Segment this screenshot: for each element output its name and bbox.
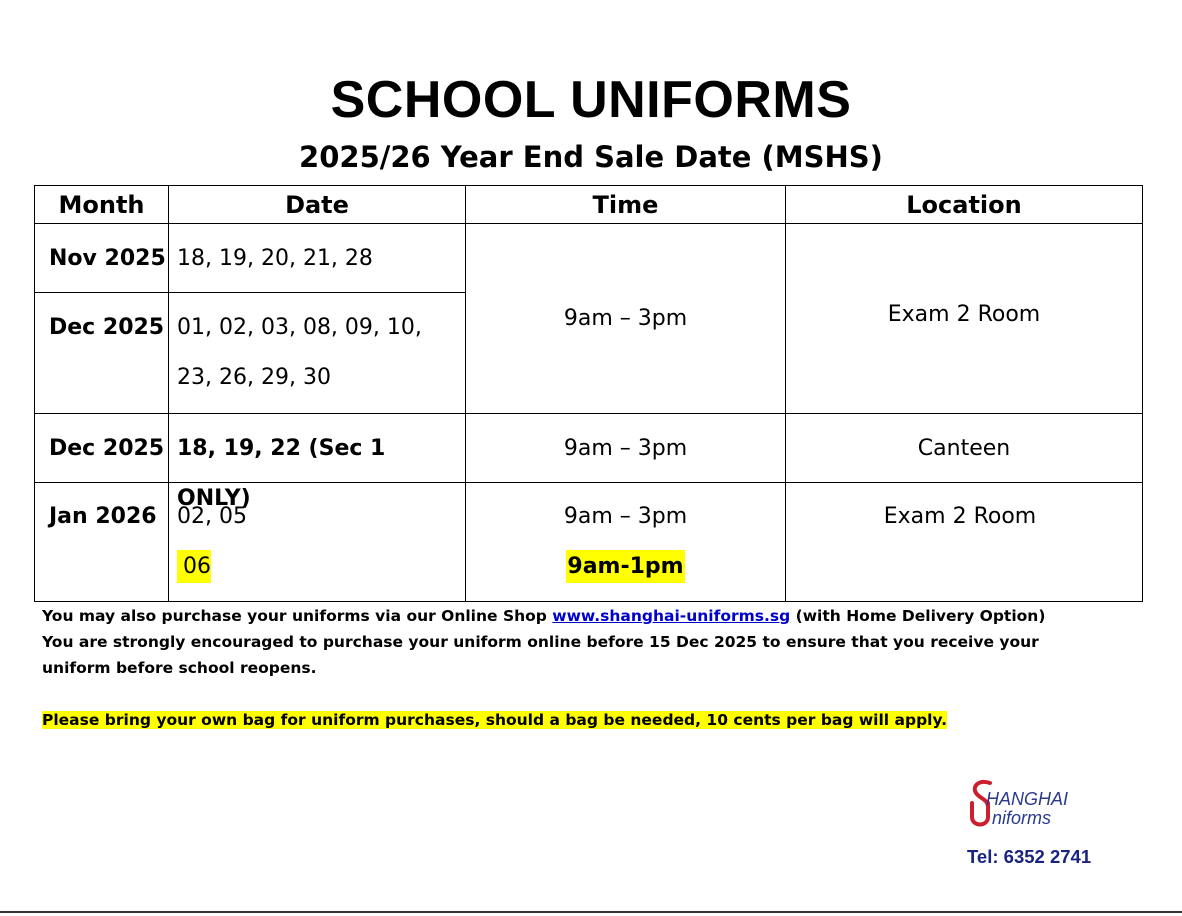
month-text: Dec 2025 — [49, 436, 165, 461]
dates-text: 23, 26, 29, 30 — [177, 365, 331, 390]
header-month: Month — [35, 186, 169, 224]
table-row — [35, 414, 1143, 483]
time-cell — [466, 414, 786, 483]
table-row — [35, 483, 1143, 602]
page-subtitle: 2025/26 Year End Sale Date (MSHS) — [299, 140, 883, 174]
telephone: Tel: 6352 2741 — [967, 846, 1092, 867]
location-cell-merged — [786, 224, 1143, 414]
location-cell — [786, 483, 1143, 602]
bottom-rule — [0, 911, 1182, 913]
location-cell — [786, 414, 1143, 483]
page-title: SCHOOL UNIFORMS — [330, 71, 852, 129]
header-time: Time — [466, 186, 786, 224]
dates-text: 18, 19, 20, 21, 28 — [177, 246, 373, 271]
online-shop-note: You may also purchase your uniforms via our Online Shop www.shanghai-uniforms.sg (with Home Delivery Option) — [42, 607, 1046, 625]
dates-cell — [169, 224, 466, 293]
location-text: Exam 2 Room — [887, 302, 1041, 327]
dates-text: 02, 05 — [177, 504, 247, 529]
dates-cell — [169, 293, 466, 414]
bag-note: Please bring your own bag for uniform purchases, should a bag be needed, 10 cents per bag will apply. — [42, 711, 948, 729]
dates-cell — [169, 483, 466, 602]
dates-text: 01, 02, 03, 08, 09, 10, — [177, 315, 422, 340]
svg-text:niforms: niforms — [992, 808, 1052, 828]
dates-text: 18, 19, 22 (Sec 1 ONLY) — [177, 436, 386, 511]
time-text: 9am – 3pm — [563, 436, 688, 461]
online-shop-link[interactable]: www.shanghai-uniforms.sg — [552, 607, 791, 625]
highlighted-time: 9am-1pm — [566, 550, 684, 583]
shanghai-uniforms-logo — [968, 777, 1098, 829]
time-text: 9am – 3pm — [563, 306, 688, 331]
location-text: Canteen — [917, 436, 1011, 461]
time-text: 9am – 3pm — [563, 504, 688, 529]
dates-cell — [169, 414, 466, 511]
month-cell — [35, 483, 169, 602]
time-cell-merged — [466, 224, 786, 414]
month-cell — [35, 293, 169, 414]
time-cell — [466, 483, 786, 602]
highlighted-date: 06 — [177, 550, 211, 583]
month-text: Dec 2025 — [49, 315, 165, 340]
schedule-table — [34, 185, 1143, 602]
location-text: Exam 2 Room — [883, 504, 1037, 529]
header-location: Location — [786, 186, 1143, 224]
encourage-note: You are strongly encouraged to purchase your uniform online before 15 Dec 2025 to ensure that you receive your uniform before school reopens. — [42, 633, 1039, 677]
month-text: Jan 2026 — [49, 504, 157, 529]
month-cell — [35, 414, 169, 483]
table-header-row — [35, 186, 1143, 224]
header-date: Date — [169, 186, 466, 224]
notes — [42, 603, 1142, 733]
month-cell — [35, 224, 169, 293]
svg-text:HANGHAI: HANGHAI — [986, 789, 1069, 809]
table-row — [35, 224, 1143, 293]
month-text: Nov 2025 — [49, 246, 166, 271]
